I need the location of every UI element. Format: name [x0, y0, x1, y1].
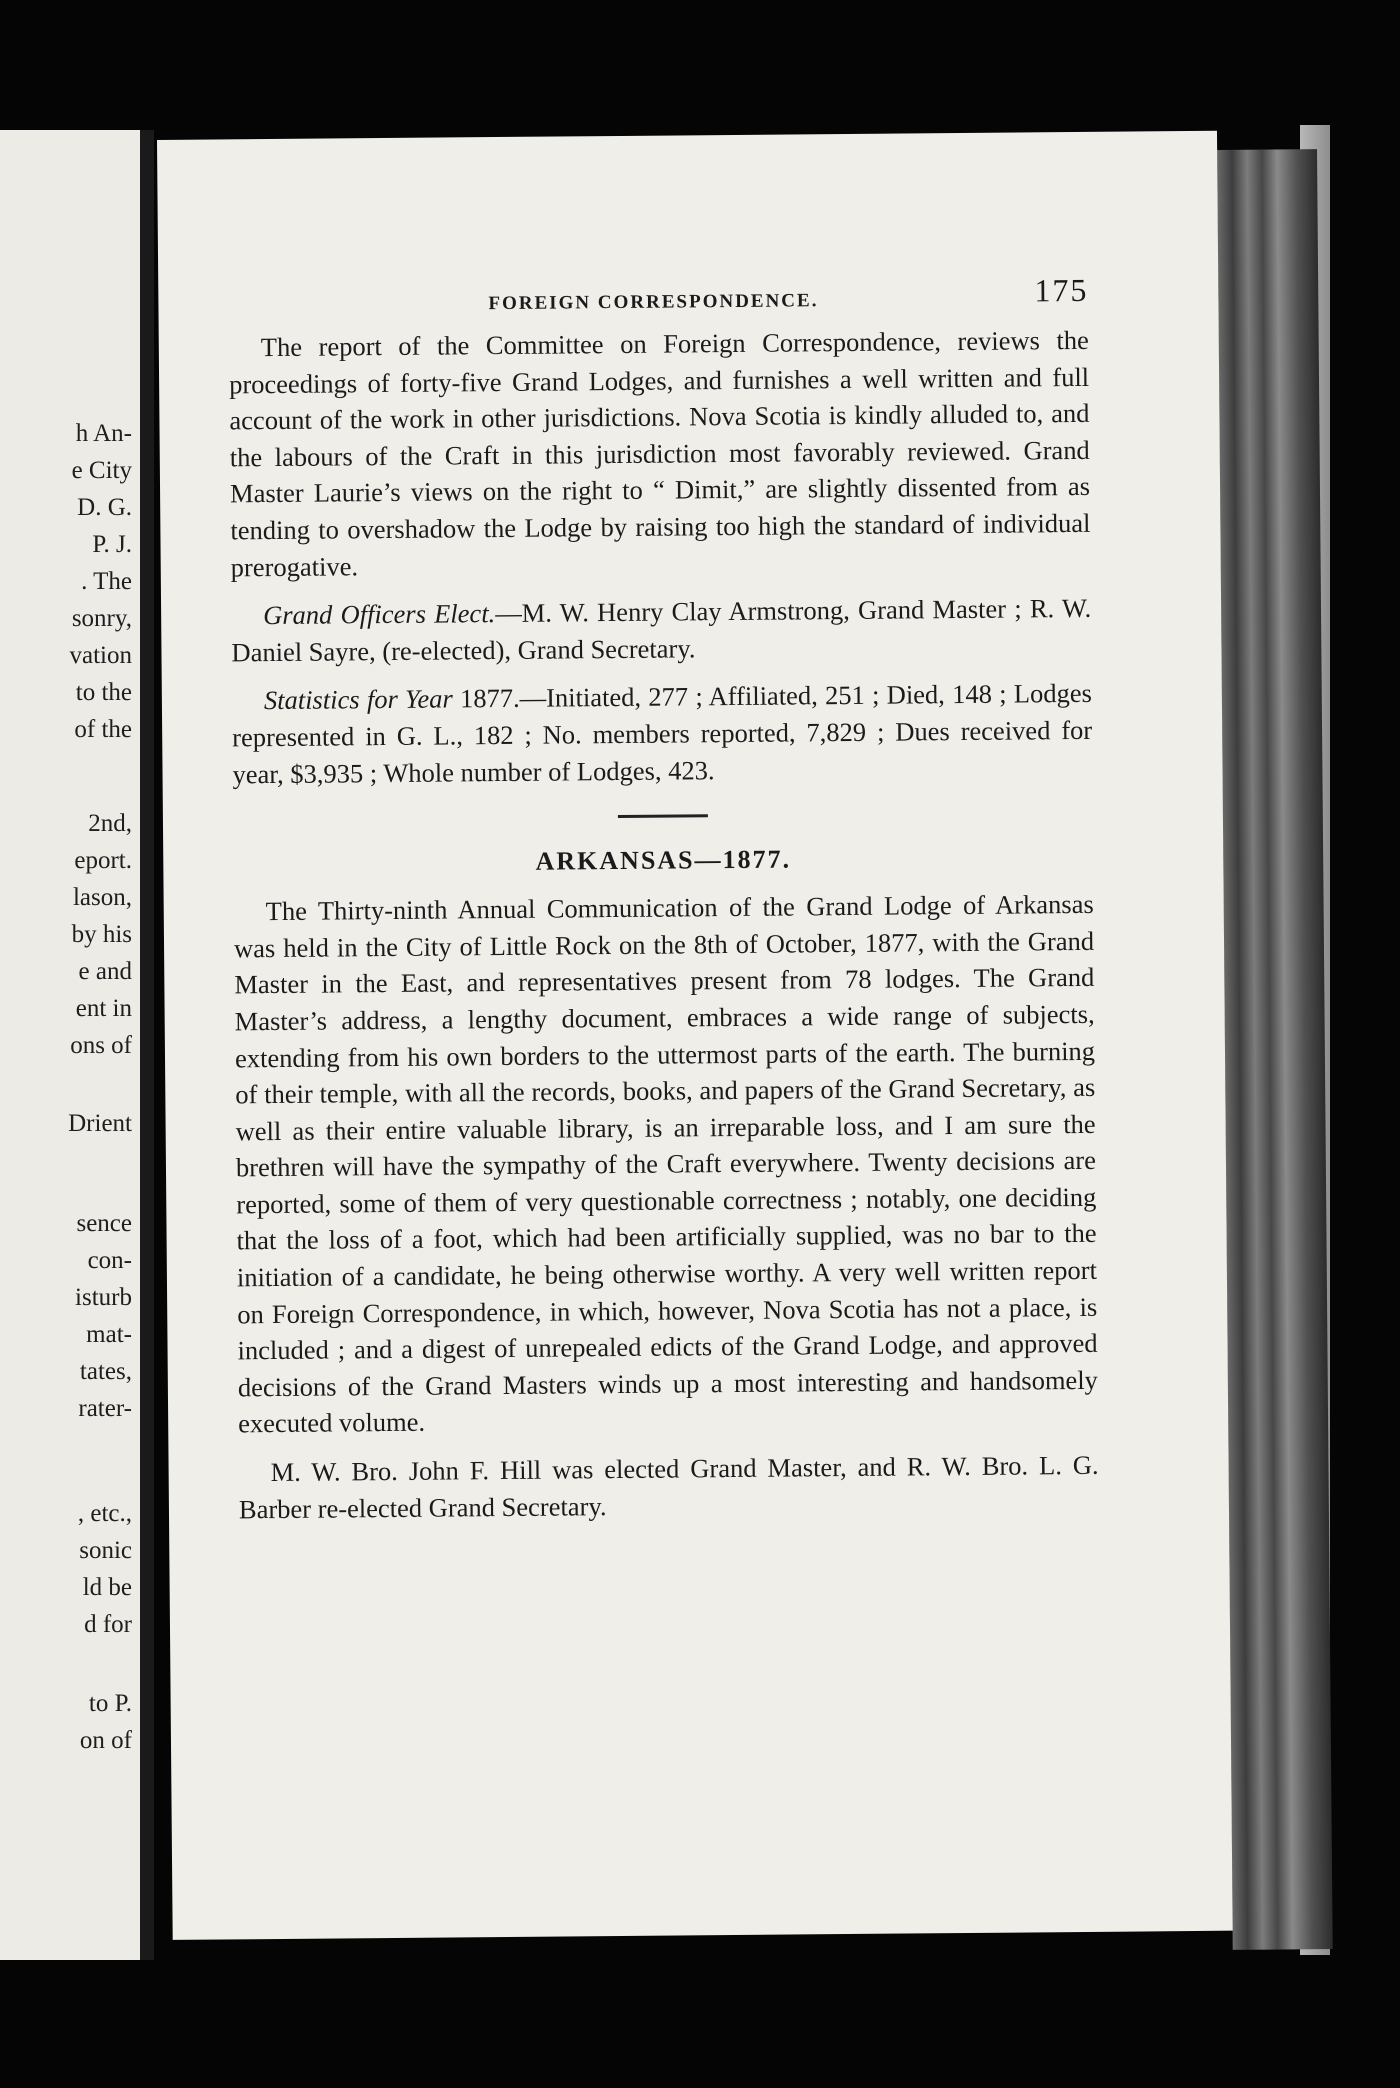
left-fragment: Drient — [68, 1110, 132, 1137]
left-fragment: isturb — [75, 1284, 132, 1311]
left-fragment: ons of — [70, 1032, 132, 1059]
left-fragment: rater- — [78, 1395, 132, 1422]
left-fragment: d for — [84, 1611, 132, 1638]
left-fragment: to the — [75, 679, 132, 706]
paragraph-grand-officers — [231, 590, 1092, 671]
left-fragment: 2nd, — [88, 810, 132, 837]
page-number: 175 — [1034, 271, 1089, 309]
left-fragment: ent in — [75, 995, 132, 1022]
left-fragment: sonry, — [71, 605, 132, 632]
left-fragment: P. J. — [92, 531, 132, 558]
left-fragment: D. G. — [77, 494, 132, 521]
left-fragment: to P. — [88, 1690, 132, 1717]
previous-page-fragment — [0, 130, 154, 1960]
book-page — [157, 131, 1233, 1940]
left-fragment: eport. — [74, 847, 132, 874]
left-fragment: mat- — [86, 1321, 132, 1348]
left-fragment: sonic — [79, 1537, 132, 1564]
left-fragment: , etc., — [77, 1500, 132, 1527]
paragraph-statistics — [232, 675, 1093, 792]
left-fragment: of the — [74, 716, 132, 743]
running-title: FOREIGN CORRESPONDENCE. — [488, 290, 819, 315]
statistics-text: 1877.—Initiated, 277 ; Affiliated, 251 ; Died, 148 ; Lodges represented in G. L., 182 ; No. members reported, 7,829 ; Dues received for year, $3,935 ; Whole number of Lodges, 423. — [232, 678, 1093, 789]
paragraph-arkansas-officers: M. W. Bro. John F. Hill was elected Grand Master, and R. W. Bro. L. G. Barber re-elected Grand Secretary. — [238, 1449, 1099, 1524]
page-content — [228, 272, 1099, 1528]
left-fragment: sence — [76, 1210, 132, 1237]
left-fragment: on of — [79, 1727, 132, 1754]
left-fragment: by his — [71, 921, 132, 948]
left-fragment: lason, — [72, 884, 132, 911]
left-fragment: tates, — [79, 1358, 132, 1385]
grand-officers-label: Grand Officers Elect. — [263, 598, 496, 631]
book-page-edges — [1217, 149, 1333, 1950]
left-fragment: vation — [69, 642, 132, 669]
left-fragment: ld be — [82, 1574, 132, 1601]
left-fragment: con- — [87, 1247, 132, 1274]
left-fragment: . The — [81, 568, 132, 595]
paragraph-arkansas-communication: The Thirty-ninth Annual Communication of the Grand Lodge of Arkansas was held in the City of Little Rock on the 8th of October, 1877, with the Grand Master in the East, and representatives present from 78 lodges. The Grand Master’s address, a lengthy document, embraces a wide range of subjects, extending from his own borders to the uttermost parts of the earth. The burning of their temple, with all the records, books, and papers of the Grand Secretary, as well as their entire valuable library, is an irreparable loss, and I am sure the brethren will have the sympathy of the Craft everywhere. Twenty decisions are reported, some of them of very questionable correctness ; notably, one deciding that the loss of a foot, which had been artificially supplied, was no bar to the initiation of a candidate, he being otherwise worthy. A very well written report on Foreign Correspondence, in which, however, Nova Scotia has not a place, is included ; and a digest of unrepealed edicts of the Grand Lodge, and approved decisions of the Grand Masters winds up a most interesting and handsomely executed volume. — [233, 888, 1098, 1439]
section-divider — [618, 814, 708, 818]
paragraph-committee-report: The report of the Committee on Foreign Correspondence, reviews the proceedings of forty-five Grand Lodges, and furnishes a well written and full account of the work in other jurisdictions. Nova Scotia is kindly alluded to, and the labours of the Craft in this jurisdiction most favorably reviewed. Grand Master Laurie’s views on the right to “ Dimit,” are slightly dissented from as tending to overshadow the Lodge by raising too high the standard of individual prerogative. — [229, 324, 1091, 582]
page-header — [228, 272, 1088, 330]
section-title-arkansas: ARKANSAS—1877. — [535, 844, 792, 876]
left-fragment: e City — [71, 457, 132, 484]
left-fragment: h An- — [75, 420, 132, 447]
left-fragment: e and — [78, 958, 132, 985]
grand-officers-text: —M. W. Henry Clay Armstrong, Grand Master ; R. W. Daniel Sayre, (re-elected), Grand Secretary. — [231, 593, 1092, 668]
statistics-label: Statistics for Year — [263, 683, 453, 716]
